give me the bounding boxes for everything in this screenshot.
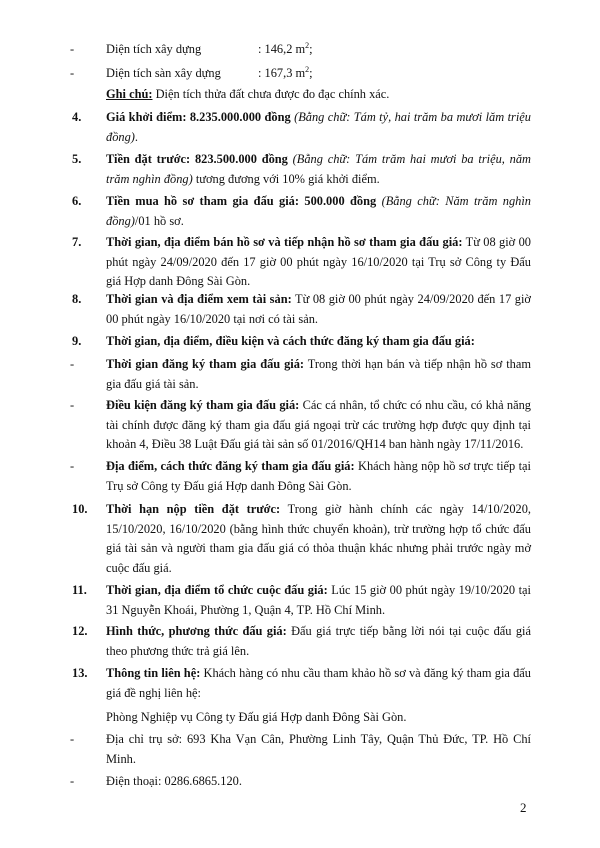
- bullet: -: [70, 66, 75, 80]
- section-number: 10.: [72, 502, 88, 516]
- bullet: -: [70, 42, 75, 56]
- section-number: 5.: [72, 152, 82, 166]
- area-item-value: : 167,3 $m^2$;: [258, 64, 313, 80]
- note-label: Ghi chú:: [106, 87, 153, 101]
- section-number: 12.: [72, 624, 88, 638]
- note-text: Diện tích thửa đất chưa được đo đạc chính xác.: [152, 87, 390, 101]
- section-number: 8.: [72, 292, 82, 306]
- page-number: 2: [520, 800, 527, 815]
- section-number: 9.: [72, 334, 82, 348]
- section-number: 13.: [72, 666, 88, 680]
- bullet: -: [70, 732, 75, 746]
- section-number: 4.: [72, 110, 82, 124]
- document-page: - Diện tích xây dựng : 146,2 $m^2$; - Diện tích sàn xây dựng : 167,3 $m^2$; Ghi chú: Diện tích thửa đất chưa được đo đạc chính xác. 4. Giá khởi điểm: 8.235.000.000 đồng (Bằng chữ: Tám tỷ, hai trăm ba mươi lăm triệu đồng). 5. Tiền đặt trước: 823.500.000 đồng (Bằng chữ: Tám trăm hai mươi ba triệu, năm trăm nghìn đồng) tương đương với 10% giá khởi điểm. 6. Tiền mua hồ sơ tham gia đấu giá: 500.000 đồng (Bằng chữ: Năm trăm nghìn đồng)/01 hồ sơ. 7. Thời gian, địa điểm bán hồ sơ và tiếp nhận hồ sơ tham gia đấu giá: Từ 08 giờ 00 phút ngày 24/09/2020 đến 17 giờ 00 phút ngày 16/10/2020 tại Trụ sở Công ty Đấu giá Hợp danh Đông Sài Gòn. 8. Thời gian và địa điểm xem tài sản: Từ 08 giờ 00 phút ngày 24/09/2020 đến 17 giờ 00 phút ngày 16/10/2020 tại nơi có tài sản. 9. Thời gian, địa điểm, điều kiện và cách thức đăng ký tham gia đấu giá: - Thời gian đăng ký tham gia đấu giá: Trong thời hạn bán và tiếp nhận hồ sơ tham gia đấu giá tài sản. - Điều kiện đăng ký tham gia đấu giá: Các cá nhân, tổ chức có nhu cầu, có khả năng tài chính được đăng ký tham gia đấu giá ngoại trừ các trường hợp được quy định tại khoản 4, Điều 38 Luật Đấu giá tài sản số 01/2016/QH14 ban hành ngày 17/11/2016. - Địa điểm, cách thức đăng ký tham gia đấu giá: Khách hàng nộp hồ sơ trực tiếp tại Trụ sở Công ty Đấu giá Hợp danh Đông Sài Gòn. 10. Thời hạn nộp tiền đặt trước: Trong giờ hành chính các ngày 14/10/2020, 15/10/2020, 16/10/2020 (bằng hình thức chuyển khoản), trừ trường hợp tổ chức đấu giá tài sản và người tham gia đấu giá có thỏa thuận khác nhưng phải trước ngày mở cuộc đấu giá. 11. Thời gian, địa điểm tổ chức cuộc đấu giá: Lúc 15 giờ 00 phút ngày 19/10/2020 tại 31 Nguyễn Khoái, Phường 1, Quận 4, TP. Hồ Chí Minh. 12. Hình thức, phương thức đấu giá: Đấu giá trực tiếp bằng lời nói tại cuộc đấu giá theo phương thức trả giá lên. 13. Thông tin liên hệ: Khách hàng có nhu cầu tham khảo hồ sơ và đăng ký tham gia đấu giá đề nghị liên hệ: Phòng Nghiệp vụ Công ty Đấu giá Hợp danh Đông Sài Gòn. - Địa chỉ trụ sở: 693 Kha Vạn Cân, Phường Linh Tây, Quận Thủ Đức, TP. Hồ Chí Minh. - Điện thoại: 0286.6865.120. 2: [0, 0, 600, 848]
- bullet: -: [70, 774, 75, 788]
- section-number: 11.: [72, 583, 87, 597]
- area-item-label: Diện tích xây dựng: [106, 42, 202, 56]
- bullet: -: [70, 398, 75, 412]
- area-item-value: : 146,2 $m^2$;: [258, 40, 313, 56]
- bullet: -: [70, 459, 75, 473]
- section-number: 6.: [72, 194, 82, 208]
- bullet: -: [70, 357, 75, 371]
- area-item-label: Diện tích sàn xây dựng: [106, 66, 221, 80]
- section-number: 7.: [72, 235, 82, 249]
